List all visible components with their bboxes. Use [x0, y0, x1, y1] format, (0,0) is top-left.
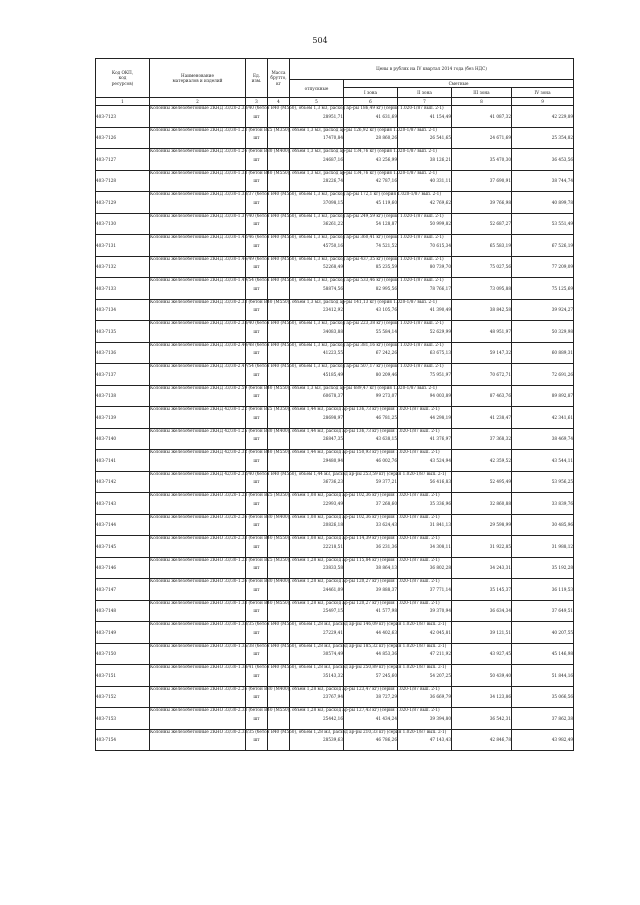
- row-code: 403-7132: [96, 256, 150, 278]
- row-price-zone-1: 54 128,87: [344, 213, 398, 235]
- column-number: 8: [452, 98, 512, 106]
- row-price-zone-1: 74 521,52: [344, 235, 398, 257]
- row-price-retail: 24687,16: [290, 149, 344, 171]
- row-price-zone-4: 42 229,89: [512, 106, 574, 128]
- row-price-zone-4: 36 453,56: [512, 149, 574, 171]
- row-code: 403-7151: [96, 665, 150, 687]
- table-row: [96, 170, 574, 192]
- row-name: Колонны железобетонные 2КНО 33/30-2.26 (бетон В30 (М400), объем 1,28 м3, расход ар-ры 123,47 кг) (серия 1.020-1/87 вып. 2-1): [150, 686, 246, 708]
- row-price-zone-4: 53 956,25: [512, 471, 574, 493]
- row-price-zone-2: 37 771,14: [398, 579, 452, 601]
- row-price-zone-2: 39 394,80: [398, 708, 452, 730]
- row-price-zone-3: 36 634,34: [452, 600, 512, 622]
- row-price-zone-1: 38 727,29: [344, 686, 398, 708]
- table-row: [96, 321, 574, 343]
- row-unit: шт: [246, 471, 268, 493]
- table-row: [96, 665, 574, 687]
- page-number: 504: [312, 36, 328, 45]
- row-price-zone-1: 43 638,15: [344, 428, 398, 450]
- row-price-zone-3: 73 095,88: [452, 278, 512, 300]
- row-price-zone-3: 42 359,52: [452, 450, 512, 472]
- row-price-zone-3: 70 672,71: [452, 364, 512, 386]
- row-name: Колонны железобетонные 2КНД 33/30-2.33/40 (бетон В40 (М550), объем 1,3 м3, расход ар-ры 223,38 кг) (серия 1.020-1/87 вып. 2-1): [150, 321, 246, 343]
- row-unit: шт: [246, 557, 268, 579]
- table-row: [96, 278, 574, 300]
- row-price-zone-4: 40 899,78: [512, 192, 574, 214]
- row-price-zone-2: 44 298,19: [398, 407, 452, 429]
- price-table: [95, 58, 574, 751]
- row-price-zone-1: 33 624,43: [344, 514, 398, 536]
- row-code: 403-7135: [96, 321, 150, 343]
- row-code: 403-7142: [96, 471, 150, 493]
- row-price-zone-1: 28 860,26: [344, 127, 398, 149]
- row-price-zone-3: 48 951,97: [452, 321, 512, 343]
- row-unit: шт: [246, 213, 268, 235]
- row-price-zone-4: 40 207,55: [512, 622, 574, 644]
- row-name: Колонны железобетонные 2КНД 33/30-2.59 (бетон В40 (М550), объем 1,3 м3, расход ар-ры 689,47 кг) (серия 1.020-1/87 вып. 2-1): [150, 385, 246, 407]
- header-zone-3: III зона: [452, 88, 512, 98]
- row-code: 403-7140: [96, 428, 150, 450]
- table-row: [96, 213, 574, 235]
- row-price-zone-4: 39 924,27: [512, 299, 574, 321]
- row-price-retail: 20826,18: [290, 514, 344, 536]
- table-row: [96, 127, 574, 149]
- row-price-retail: 34083,88: [290, 321, 344, 343]
- row-unit: шт: [246, 149, 268, 171]
- row-price-zone-2: 41 154,49: [398, 106, 452, 128]
- row-price-zone-2: 50 999,82: [398, 213, 452, 235]
- table-row: [96, 643, 574, 665]
- column-number: 2: [150, 98, 246, 106]
- row-unit: шт: [246, 407, 268, 429]
- column-number: 1: [96, 98, 150, 106]
- row-name: Колонны железобетонные 2КНД 33/30-1.42/46 (бетон В40 (М550), объем 1,3 м3, расход ар-ры 360,41 кг) (серия 1.020-1/87 вып. 2-1): [150, 235, 246, 257]
- table-row: [96, 708, 574, 730]
- row-code: 403-7139: [96, 407, 150, 429]
- row-price-zone-4: 35 066,56: [512, 686, 574, 708]
- row-code: 403-7137: [96, 364, 150, 386]
- row-unit: шт: [246, 643, 268, 665]
- row-price-zone-3: 75 027,56: [452, 256, 512, 278]
- row-price-zone-3: 34 243,31: [452, 557, 512, 579]
- row-code: 403-7150: [96, 643, 150, 665]
- table-row: [96, 106, 574, 128]
- row-price-zone-1: 59 377,21: [344, 471, 398, 493]
- row-price-retail: 24461,09: [290, 579, 344, 601]
- row-name: Колонны железобетонные 2КНО 33/30-1.38/41 (бетон В40 (М550), объем 1,28 м3, расход ар-ры 250,89 кг) (серия 1.020-1/87 вып. 2-1): [150, 665, 246, 687]
- header-zone-4: IV зона: [512, 88, 574, 98]
- row-code: 403-7147: [96, 579, 150, 601]
- row-price-zone-2: 36 669,79: [398, 686, 452, 708]
- row-price-retail: 27229,41: [290, 622, 344, 644]
- row-price-zone-2: 47 211,92: [398, 643, 452, 665]
- row-price-zone-1: 46 786,26: [344, 729, 398, 751]
- row-price-zone-3: 59 147,32: [452, 342, 512, 364]
- row-price-retail: 37098,15: [290, 192, 344, 214]
- row-price-zone-2: 40 331,11: [398, 170, 452, 192]
- row-unit: шт: [246, 665, 268, 687]
- row-code: 403-7128: [96, 170, 150, 192]
- row-price-zone-4: 43 544,11: [512, 450, 574, 472]
- table-row: [96, 385, 574, 407]
- row-price-retail: 23412,92: [290, 299, 344, 321]
- row-price-zone-3: 42 846,78: [452, 729, 512, 751]
- row-unit: шт: [246, 622, 268, 644]
- table-row: [96, 342, 574, 364]
- row-price-zone-3: 24 671,69: [452, 127, 512, 149]
- row-unit: шт: [246, 514, 268, 536]
- row-price-zone-1: 85 235,59: [344, 256, 398, 278]
- row-name: Колонны железобетонные 2КНО 33/20-1.23 (бетон В25 (М350), объем 1,08 м3, расход ар-ры 102,36 кг) (серия 1.020-1/87 вып. 2-1): [150, 493, 246, 515]
- row-name: Колонны железобетонные 2КНО 33/20-2.33 (бетон В40 (М550), объем 1,08 м3, расход ар-ры 114,39 кг) (серия 1.020-1/87 вып. 2-1): [150, 536, 246, 558]
- row-price-zone-2: 78 766,17: [398, 278, 452, 300]
- row-price-zone-4: 72 691,26: [512, 364, 574, 386]
- row-name: Колонны железобетонные 2КНД 33/30-1.37/40 (бетон В40 (М550), объем 1,3 м3, расход ар-ры 249,59 кг) (серия 1.020-1/87 вып. 2-1): [150, 213, 246, 235]
- row-price-zone-4: 77 209,09: [512, 256, 574, 278]
- row-price-zone-3: 35 145,37: [452, 579, 512, 601]
- row-price-retail: 17470,84: [290, 127, 344, 149]
- row-price-zone-2: 35 336,96: [398, 493, 452, 515]
- row-price-zone-1: 43 256,99: [344, 149, 398, 171]
- row-price-retail: 22218,51: [290, 536, 344, 558]
- row-price-retail: 26847,35: [290, 428, 344, 450]
- row-price-retail: 58874,56: [290, 278, 344, 300]
- row-price-zone-4: 33 839,76: [512, 493, 574, 515]
- row-price-zone-1: 44 853,36: [344, 643, 398, 665]
- header-unit: Ед. изм.: [246, 59, 268, 98]
- row-price-zone-1: 67 242,26: [344, 342, 398, 364]
- table-row: [96, 471, 574, 493]
- header-mass: Масса брутто, кг: [268, 59, 290, 98]
- row-price-zone-2: 42 769,62: [398, 192, 452, 214]
- row-price-zone-3: 35 470,30: [452, 149, 512, 171]
- row-price-zone-4: 42 341,61: [512, 407, 574, 429]
- row-unit: шт: [246, 106, 268, 128]
- row-price-zone-1: 57 245,60: [344, 665, 398, 687]
- row-code: 403-7136: [96, 342, 150, 364]
- row-price-retail: 28951,71: [290, 106, 344, 128]
- row-name: Колонны железобетонные 2КНД 33/20-2.33/40 (бетон В40 (М550), объем 1,3 м3, расход ар-ры 186,49 кг) (серия 1.020-1/87 вып. 2-1): [150, 106, 246, 128]
- header-retail: отпускные: [290, 80, 344, 98]
- row-price-zone-2: 38 126,21: [398, 149, 452, 171]
- table-row: [96, 579, 574, 601]
- row-price-zone-2: 26 541,65: [398, 127, 452, 149]
- row-price-zone-1: 42 787,16: [344, 170, 398, 192]
- row-price-zone-2: 54 207,25: [398, 665, 452, 687]
- row-unit: шт: [246, 450, 268, 472]
- row-name: Колонны железобетонные 2КНД 42/30-1.22 (бетон В25 (М350), объем 1,44 м3, расход ар-ры 136,73 кг) (серия 1.020-1/87 вып. 2-1): [150, 407, 246, 429]
- row-price-zone-2: 47 143,43: [398, 729, 452, 751]
- row-unit: шт: [246, 708, 268, 730]
- row-price-zone-4: 38 469,74: [512, 428, 574, 450]
- row-price-zone-1: 37 268,60: [344, 493, 398, 515]
- row-price-retail: 23833,58: [290, 557, 344, 579]
- row-code: 403-7138: [96, 385, 150, 407]
- row-code: 403-7141: [96, 450, 150, 472]
- row-name: Колонны железобетонные 2КНД 42/30-2.32/40 (бетон В40 (М550), объем 1,44 м3, расход ар-ры 253,59 кг) (серия 1.020-1/87 вып. 2-1): [150, 471, 246, 493]
- table-row: [96, 622, 574, 644]
- row-price-retail: 45750,16: [290, 235, 344, 257]
- row-name: Колонны железобетонные 2КНД 33/30-2.47/54 (бетон В40 (М550), объем 1,3 м3, расход ар-ры 507,17 кг) (серия 1.020-1/87 вып. 2-1): [150, 364, 246, 386]
- row-unit: шт: [246, 321, 268, 343]
- row-price-zone-3: 43 927,45: [452, 643, 512, 665]
- row-name: Колонны железобетонные 2КНД 33/30-1.26 (бетон В30 (М400), объем 1,3 м3, расход ар-ры 134,76 кг) (серия 1.020-1/87 вып. 2-1): [150, 149, 246, 171]
- row-price-retail: 36736,23: [290, 471, 344, 493]
- row-price-zone-3: 37 368,32: [452, 428, 512, 450]
- row-unit: шт: [246, 686, 268, 708]
- row-name: Колонны железобетонные 2КНО 33/30-1.26 (бетон В30 (М400), объем 1,28 м3, расход ар-ры 120,27 кг) (серия 1.020-1/87 вып. 2-1): [150, 579, 246, 601]
- row-price-zone-2: 43 524,94: [398, 450, 452, 472]
- row-price-zone-4: 53 551,49: [512, 213, 574, 235]
- row-price-zone-3: 50 439,40: [452, 665, 512, 687]
- row-price-zone-2: 31 841,13: [398, 514, 452, 536]
- row-price-zone-2: 36 802,28: [398, 557, 452, 579]
- column-number: 9: [512, 98, 574, 106]
- row-price-zone-4: 31 988,12: [512, 536, 574, 558]
- row-price-zone-3: 31 922,85: [452, 536, 512, 558]
- table-row: [96, 192, 574, 214]
- row-price-zone-1: 43 105,76: [344, 299, 398, 321]
- row-name: Колонны железобетонные 2КНД 33/30-1.46/49 (бетон В40 (М550), объем 1,3 м3, расход ар-ры 437,35 кг) (серия 1.020-1/87 вып. 2-1): [150, 256, 246, 278]
- row-price-retail: 23767,94: [290, 686, 344, 708]
- header-estimate: Сметные: [344, 80, 574, 88]
- row-code: 403-7134: [96, 299, 150, 321]
- row-price-retail: 52268,49: [290, 256, 344, 278]
- table-row: [96, 149, 574, 171]
- row-price-zone-3: 37 690,91: [452, 170, 512, 192]
- row-name: Колонны железобетонные 2КНД 33/30-2.33 (бетон В40 (М550), объем 1,3 м3, расход ар-ры 141,13 кг) (серия 1.020-1/87 вып. 2-1): [150, 299, 246, 321]
- row-price-zone-1: 39 888,37: [344, 579, 398, 601]
- table-row: [96, 536, 574, 558]
- row-price-zone-3: 41 238,47: [452, 407, 512, 429]
- row-price-zone-1: 55 584,14: [344, 321, 398, 343]
- row-price-zone-1: 41 631,69: [344, 106, 398, 128]
- row-price-zone-3: 34 123,86: [452, 686, 512, 708]
- row-price-zone-4: 25 354,82: [512, 127, 574, 149]
- row-price-zone-4: 37 649,51: [512, 600, 574, 622]
- row-price-zone-3: 41 087,32: [452, 106, 512, 128]
- column-number: 5: [290, 98, 344, 106]
- row-price-zone-4: 36 119,53: [512, 579, 574, 601]
- row-name: Колонны железобетонные 2КНД 33/30-1.33/37 (бетон В40 (М550), объем 1,3 м3, расход ар-ры 172,1 кг) (серия 1.020-1/87 вып. 2-1): [150, 192, 246, 214]
- row-unit: шт: [246, 342, 268, 364]
- row-price-zone-2: 42 045,81: [398, 622, 452, 644]
- row-code: 403-7126: [96, 127, 150, 149]
- table-row: [96, 557, 574, 579]
- row-price-retail: 28698,97: [290, 407, 344, 429]
- row-price-retail: 22993,49: [290, 493, 344, 515]
- row-price-retail: 28539,63: [290, 729, 344, 751]
- row-name: Колонны железобетонные 2КНО 33/30-2.33 (бетон В40 (М550), объем 1,28 м3, расход ар-ры 127,43 кг) (серия 1.020-1/87 вып. 2-1): [150, 708, 246, 730]
- row-price-zone-2: 52 629,99: [398, 321, 452, 343]
- row-price-zone-2: 41 376,97: [398, 428, 452, 450]
- row-name: Колонны железобетонные 2КНО 33/20-2.26 (бетон В30 (М400), объем 1,08 м3, расход ар-ры 102,36 кг) (серия 1.020-1/87 вып. 2-1): [150, 514, 246, 536]
- row-price-zone-4: 38 744,74: [512, 170, 574, 192]
- row-name: Колонны железобетонные 2КНД 33/30-1.23 (бетон В25 (М350), объем 1,3 м3, расход ар-ры 126,92 кг) (серия 1.020-1/87 вып. 2-1): [150, 127, 246, 149]
- table-row: [96, 256, 574, 278]
- row-price-zone-4: 50 329,98: [512, 321, 574, 343]
- row-price-retail: 36261,22: [290, 213, 344, 235]
- row-price-zone-4: 35 192,28: [512, 557, 574, 579]
- table-row: [96, 428, 574, 450]
- table-row: [96, 407, 574, 429]
- row-price-retail: 28226,74: [290, 170, 344, 192]
- row-name: Колонны железобетонные 2КНД 42/30-2.32 (бетон В40 (М550), объем 1,44 м3, расход ар-ры 150,93 кг) (серия 1.020-1/87 вып. 2-1): [150, 450, 246, 472]
- row-name: Колонны железобетонные 2КНО 33/30-1.23 (бетон В25 (М350), объем 1,28 м3, расход ар-ры 115,84 кг) (серия 1.020-1/87 вып. 2-1): [150, 557, 246, 579]
- table-row: [96, 299, 574, 321]
- row-code: 403-7146: [96, 557, 150, 579]
- row-price-zone-1: 99 273,07: [344, 385, 398, 407]
- header-zone-2: II зона: [398, 88, 452, 98]
- table-body: [96, 106, 574, 751]
- row-unit: шт: [246, 299, 268, 321]
- row-price-zone-1: 41 434,24: [344, 708, 398, 730]
- row-price-retail: 45185,49: [290, 364, 344, 386]
- column-number: 4: [268, 98, 290, 106]
- row-price-zone-1: 46 781,25: [344, 407, 398, 429]
- row-unit: шт: [246, 729, 268, 751]
- row-name: Колонны железобетонные 2КНО 33/30-1.35/38 (бетон В40 (М550), объем 1,28 м3, расход ар-ры 185,32 кг) (серия 1.020-1/87 вып. 2-1): [150, 643, 246, 665]
- row-name: Колонны железобетонные 2КНО 33/30-1.33 (бетон В40 (М550), объем 1,28 м3, расход ар-ры 120,27 кг) (серия 1.020-1/87 вып. 2-1): [150, 600, 246, 622]
- table-row: [96, 493, 574, 515]
- row-price-zone-2: 41 390,49: [398, 299, 452, 321]
- row-price-zone-2: 39 370,94: [398, 600, 452, 622]
- row-price-zone-2: 75 951,97: [398, 364, 452, 386]
- row-price-zone-3: 52 495,49: [452, 471, 512, 493]
- row-price-zone-3: 39 766,98: [452, 192, 512, 214]
- row-price-zone-1: 46 002,76: [344, 450, 398, 472]
- row-price-zone-4: 51 844,16: [512, 665, 574, 687]
- row-price-zone-3: 87 463,76: [452, 385, 512, 407]
- row-price-zone-2: 63 675,13: [398, 342, 452, 364]
- row-price-zone-1: 41 577,98: [344, 600, 398, 622]
- row-unit: шт: [246, 192, 268, 214]
- row-code: 403-7133: [96, 278, 150, 300]
- row-unit: шт: [246, 428, 268, 450]
- row-code: 403-7129: [96, 192, 150, 214]
- row-price-zone-4: 60 889,31: [512, 342, 574, 364]
- row-unit: шт: [246, 278, 268, 300]
- row-price-zone-1: 44 402,63: [344, 622, 398, 644]
- row-price-retail: 29480,94: [290, 450, 344, 472]
- row-unit: шт: [246, 493, 268, 515]
- row-price-zone-3: 65 583,19: [452, 235, 512, 257]
- row-code: 403-7153: [96, 708, 150, 730]
- row-code: 403-7154: [96, 729, 150, 751]
- row-price-zone-1: 80 209,46: [344, 364, 398, 386]
- row-price-zone-2: 80 739,70: [398, 256, 452, 278]
- row-code: 403-7152: [96, 686, 150, 708]
- row-price-zone-1: 82 995,56: [344, 278, 398, 300]
- row-price-zone-3: 32 860,88: [452, 493, 512, 515]
- row-price-retail: 25442,16: [290, 708, 344, 730]
- row-price-zone-4: 75 125,69: [512, 278, 574, 300]
- row-name: Колонны железобетонные 2КНД 33/30-1.49/54 (бетон В40 (М550), объем 1,3 м3, расход ар-ры 533,46 кг) (серия 1.020-1/87 вып. 2-1): [150, 278, 246, 300]
- header-prices-title: Цены в рублях на IV квартал 2014 года (без НДС): [290, 59, 574, 80]
- table-row: [96, 600, 574, 622]
- row-unit: шт: [246, 127, 268, 149]
- row-unit: шт: [246, 385, 268, 407]
- row-price-zone-3: 52 687,27: [452, 213, 512, 235]
- row-code: 403-7123: [96, 106, 150, 128]
- row-code: 403-7145: [96, 536, 150, 558]
- row-price-retail: 60678,37: [290, 385, 344, 407]
- row-price-zone-4: 67 526,19: [512, 235, 574, 257]
- row-unit: шт: [246, 536, 268, 558]
- row-name: Колонны железобетонные 2КНО 33/30-2.33/35 (бетон В40 (М550), объем 1,28 м3, расход ар-ры 210,33 кг) (серия 1.020-1/87 вып. 2-1): [150, 729, 246, 751]
- header-name: Наименование материалов и изделий: [150, 59, 246, 98]
- row-unit: шт: [246, 235, 268, 257]
- row-code: 403-7131: [96, 235, 150, 257]
- row-price-zone-3: 29 598,99: [452, 514, 512, 536]
- row-code: 403-7143: [96, 493, 150, 515]
- row-price-zone-3: 38 842,58: [452, 299, 512, 321]
- row-name: Колонны железобетонные 2КНД 42/30-1.25 (бетон В30 (М400), объем 1,44 м3, расход ар-ры 136,73 кг) (серия 1.020-1/87 вып. 2-1): [150, 428, 246, 450]
- table-row: [96, 235, 574, 257]
- row-name: Колонны железобетонные 2КНД 33/30-2.40/48 (бетон В40 (М550), объем 1,3 м3, расход ар-ры 381,16 кг) (серия 1.020-1/87 вып. 2-1): [150, 342, 246, 364]
- row-unit: шт: [246, 170, 268, 192]
- row-price-retail: 41223,55: [290, 342, 344, 364]
- row-price-zone-1: 45 119,60: [344, 192, 398, 214]
- header-zone-1: I зона: [344, 88, 398, 98]
- row-price-zone-4: 30 485,96: [512, 514, 574, 536]
- row-price-zone-4: 45 146,98: [512, 643, 574, 665]
- table-row: [96, 514, 574, 536]
- row-price-zone-2: 56 416,83: [398, 471, 452, 493]
- table-row: [96, 364, 574, 386]
- row-price-zone-2: 70 615,34: [398, 235, 452, 257]
- column-number: 3: [246, 98, 268, 106]
- row-name: Колонны железобетонные 2КНД 33/30-1.33 (бетон В40 (М550), объем 1,3 м3, расход ар-ры 134,76 кг) (серия 1.020-1/87 вып. 2-1): [150, 170, 246, 192]
- row-price-zone-3: 39 121,51: [452, 622, 512, 644]
- row-price-retail: 25497,15: [290, 600, 344, 622]
- row-price-zone-1: 36 231,36: [344, 536, 398, 558]
- row-price-retail: 35143,32: [290, 665, 344, 687]
- row-code: 403-7127: [96, 149, 150, 171]
- table-row: [96, 686, 574, 708]
- row-unit: шт: [246, 600, 268, 622]
- row-name: Колонны железобетонные 2КНО 33/30-1.33/35 (бетон В40 (М550), объем 1,28 м3, расход ар-ры 146,09 кг) (серия 1.020-1/87 вып. 2-1): [150, 622, 246, 644]
- row-price-zone-4: 43 982,49: [512, 729, 574, 751]
- row-unit: шт: [246, 256, 268, 278]
- row-price-zone-4: 89 892,87: [512, 385, 574, 407]
- row-price-zone-2: 34 308,11: [398, 536, 452, 558]
- row-price-zone-4: 37 862,38: [512, 708, 574, 730]
- header-code: Код ОКП, код ресурсов): [96, 59, 150, 98]
- row-code: 403-7148: [96, 600, 150, 622]
- row-price-retail: 30574,49: [290, 643, 344, 665]
- table-row: [96, 450, 574, 472]
- row-unit: шт: [246, 579, 268, 601]
- row-price-zone-2: 94 003,89: [398, 385, 452, 407]
- row-code: 403-7149: [96, 622, 150, 644]
- row-price-zone-1: 38 864,13: [344, 557, 398, 579]
- column-number: 7: [398, 98, 452, 106]
- row-price-zone-3: 36 542,31: [452, 708, 512, 730]
- row-code: 403-7130: [96, 213, 150, 235]
- row-unit: шт: [246, 364, 268, 386]
- table-row: [96, 729, 574, 751]
- row-code: 403-7144: [96, 514, 150, 536]
- column-number: 6: [344, 98, 398, 106]
